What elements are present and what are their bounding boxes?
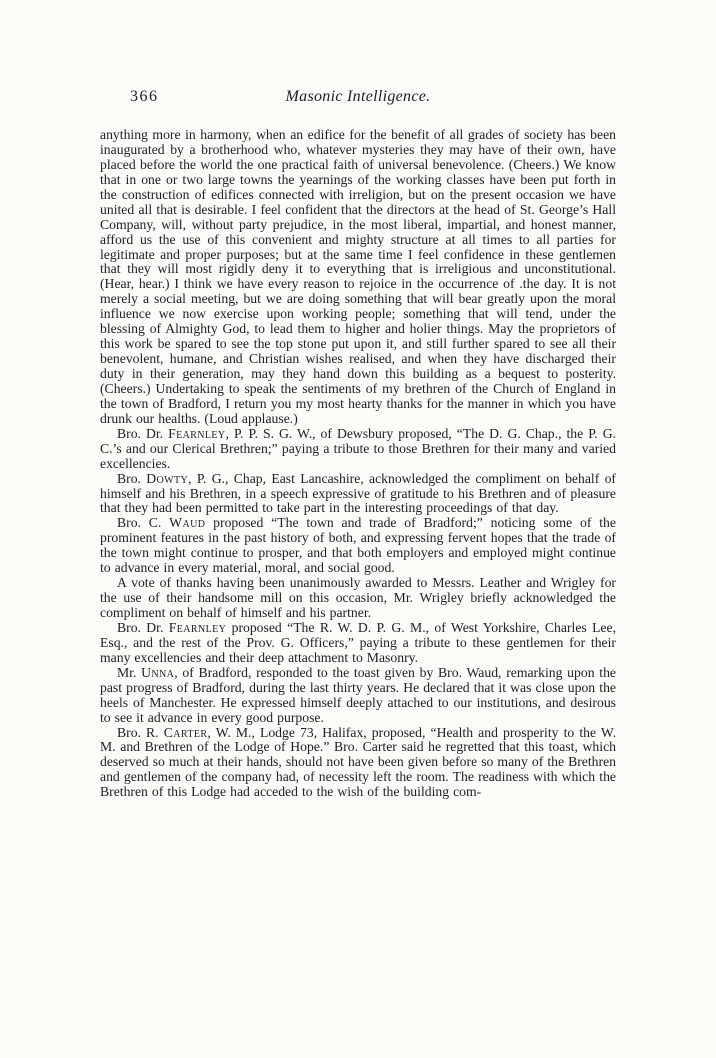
speaker-name: Fearnley bbox=[168, 619, 227, 635]
paragraph-text: Bro. Dr. bbox=[117, 619, 169, 635]
paragraph-text: , W. M., Lodge 73, Halifax, proposed, “Health and prosperity to the W. M. and Brethren of the Lodge of Hope.” Bro. Carter said he regretted that this toast, which deserved so much at their hands, should not have been given before so many of the Brethren and gentlemen of the company had, of necessity left the room. The readiness with which the Brethren of this Lodge had acceded to the wish of the building com- bbox=[100, 724, 616, 800]
paragraph-text: , P. G., Chap, East Lancashire, acknowledged the compliment on behalf of himself and his Brethren, in a speech expressive of gratitude to his Brethren and of pleasure that they had been permitted to take part in the interesting proceedings of that day. bbox=[100, 470, 616, 516]
speaker-name: Carter bbox=[163, 724, 208, 740]
paragraph bbox=[100, 666, 616, 726]
paragraph bbox=[100, 472, 616, 517]
running-title: Masonic Intelligence. bbox=[285, 88, 431, 105]
paragraph-text: A vote of thanks having been unanimously awarded to Messrs. Leather and Wrigley for the use of their handsome mill on this occasion, Mr. Wrigley briefly acknowledged the compliment on behalf of himself and his partner. bbox=[100, 575, 616, 620]
paragraph-text: Bro. C. bbox=[117, 515, 170, 531]
page-body bbox=[100, 128, 616, 800]
paragraph bbox=[100, 726, 616, 801]
speaker-name: Waud bbox=[169, 515, 206, 531]
page-header bbox=[100, 88, 616, 112]
paragraph bbox=[100, 576, 616, 621]
paragraph bbox=[100, 621, 616, 666]
paragraph-text: Bro. bbox=[117, 470, 147, 486]
paragraph bbox=[100, 128, 616, 427]
speaker-name: Fearnley bbox=[168, 425, 226, 441]
paragraph-text: proposed “The town and trade of Bradford;” noticing some of the prominent features in the past history of both, and expressing fervent hopes that the trade of the town might continue to prosper, and that both employers and employed might continue to advance in every material, moral, and social good. bbox=[100, 515, 616, 576]
paragraph-text: Mr. bbox=[117, 664, 142, 680]
paragraph-text: Bro. Dr. bbox=[117, 425, 169, 441]
speaker-name: Dowty bbox=[146, 470, 189, 486]
speaker-name: Unna bbox=[141, 664, 175, 680]
paragraph-text: Bro. R. bbox=[117, 724, 164, 740]
paragraph-text: proposed “The R. W. D. P. G. M., of West Yorkshire, Charles Lee, Esq., and the rest of the Prov. G. Officers,” paying a tribute to these gentlemen for their many excellencies and their deep attachment to Masonry. bbox=[100, 619, 616, 665]
paragraph-text: , P. P. S. G. W., of Dewsbury proposed, “The D. G. Chap., the P. G. C.’s and our Clerical Brethren;” paying a tribute to those Brethren for their many and varied excellencies. bbox=[100, 425, 617, 471]
paragraph-text: anything more in harmony, when an edifice for the benefit of all grades of society has been inaugurated by a brotherhood who, whatever mysteries they may have of their own, have placed before the world the one practical faith of universal benevolence. (Cheers.) We know that in one or two large towns the yearnings of the working classes have been put forth in the construction of edifices connected with irreligion, but on the present occasion we have united all that is desirable. I feel confident that the directors at the head of St. George’s Hall Company, will, without party prejudice, in the most liberal, impartial, and honest manner, afford us the use of this convenient and mighty structure at all times to all parties for legitimate and proper purposes; but at the same time I feel confidence in these gentlemen that they will most rigidly deny it to everything that is irreligious and unconstitutional. (Hear, hear.) I think we have every reason to rejoice in the occurrence of .the day. It is not merely a social meeting, but we are doing something that will bear greatly upon the moral influence we now exercise upon working people; something that will tend, under the blessing of Almighty God, to lead them to higher and holier things. May the proprietors of this work be spared to see the top stone put upon it, and still further spared to see all their benevolent, humane, and Christian wishes realised, and when they have discharged their duty in their generation, may they hand down this building as a bequest to posterity. (Cheers.) Undertaking to speak the sentiments of my brethren of the Church of England in the town of Bradford, I return you my most hearty thanks for the manner in which you have drunk our healths. (Loud applause.) bbox=[100, 127, 616, 426]
page-number: 366 bbox=[130, 88, 159, 105]
paragraph bbox=[100, 516, 616, 576]
paragraph-text: , of Bradford, responded to the toast given by Bro. Waud, remarking upon the past progress of Bradford, during the last thirty years. He declared that it was close upon the heels of Manchester. He expressed himself deeply attached to our institutions, and desirous to see it advance in every good purpose. bbox=[100, 664, 616, 725]
paragraph bbox=[100, 427, 616, 472]
